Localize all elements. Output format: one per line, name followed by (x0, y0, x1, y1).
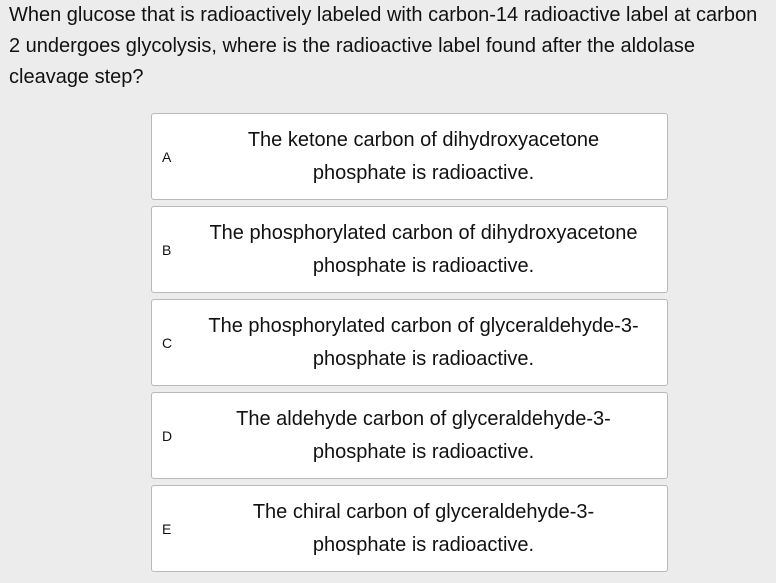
option-letter: B (162, 241, 172, 258)
option-text (182, 300, 665, 385)
option-c[interactable] (151, 299, 668, 386)
option-letter: D (162, 427, 173, 444)
answer-options (151, 113, 668, 578)
option-text-line: phosphate is radioactive. (312, 347, 535, 370)
option-text-line: The ketone carbon of dihydroxyacetone (247, 128, 600, 151)
option-text-line: The chiral carbon of glyceraldehyde-3- (252, 500, 595, 523)
option-text-line: phosphate is radioactive. (312, 161, 535, 184)
option-text-line: phosphate is radioactive. (312, 533, 535, 556)
option-e[interactable] (151, 485, 668, 572)
option-letter: A (162, 148, 172, 165)
option-text (182, 486, 665, 571)
option-text (182, 114, 665, 199)
option-a[interactable] (151, 113, 668, 200)
option-text-line: The phosphorylated carbon of dihydroxyacetone (209, 221, 638, 244)
option-text-line: phosphate is radioactive. (312, 440, 535, 463)
option-text (182, 207, 665, 292)
option-text-line: The phosphorylated carbon of glyceraldehyde-3- (208, 314, 639, 337)
option-text-line: phosphate is radioactive. (312, 254, 535, 277)
question-text: When glucose that is radioactively labeled with carbon-14 radioactive label at carbon 2 undergoes glycolysis, where is the radioactive label found after the aldolase cleavage step? (9, 4, 758, 88)
option-text (182, 393, 665, 478)
option-d[interactable] (151, 392, 668, 479)
option-b[interactable] (151, 206, 668, 293)
option-text-line: The aldehyde carbon of glyceraldehyde-3- (236, 407, 611, 430)
option-letter: C (162, 334, 173, 351)
option-letter: E (162, 520, 172, 537)
